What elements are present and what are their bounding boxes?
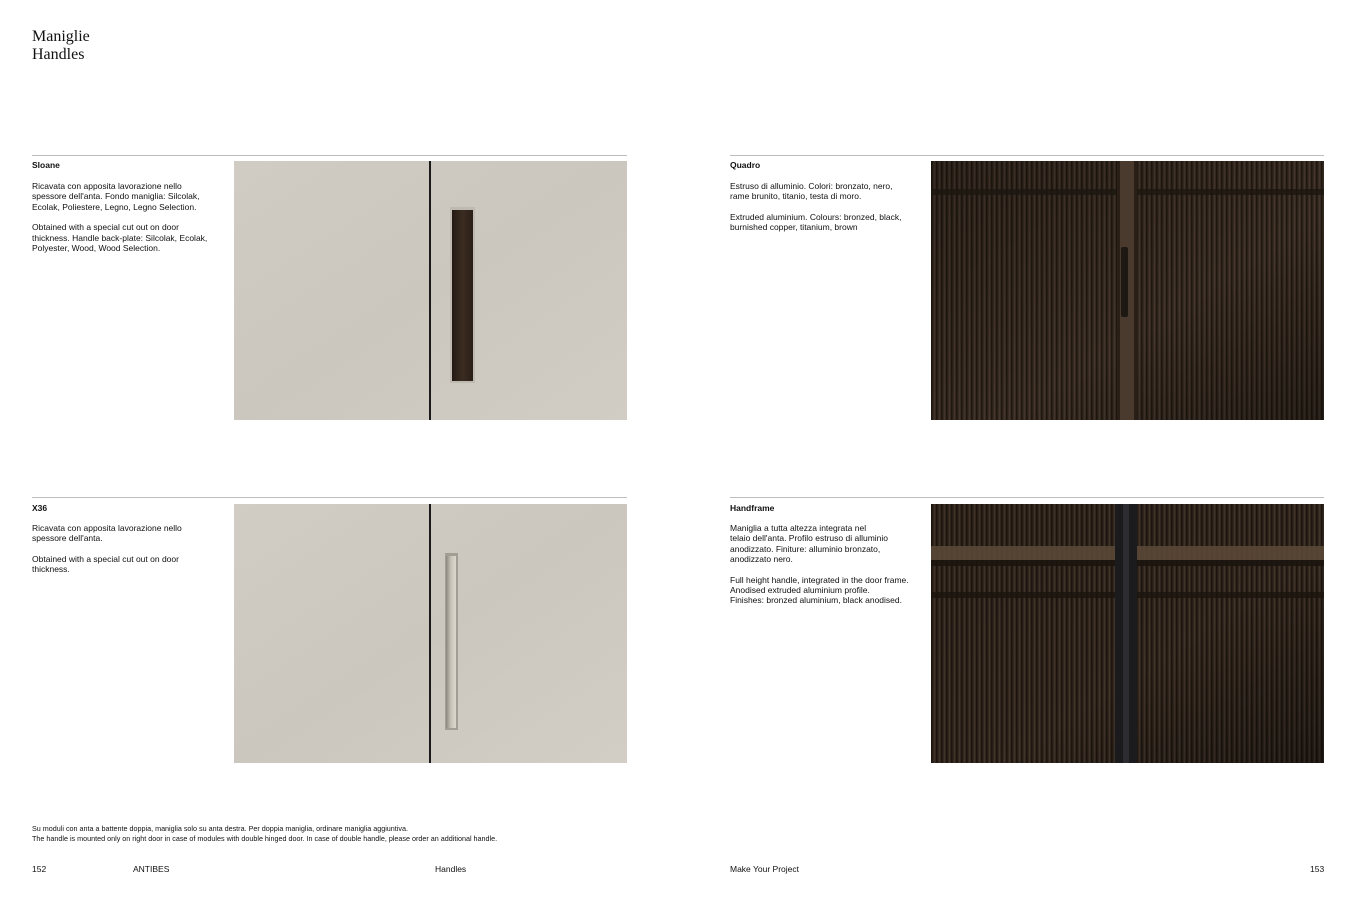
sloane-description bbox=[32, 181, 222, 263]
right-section-label: Make Your Project bbox=[730, 864, 799, 874]
x36-handle-photo bbox=[234, 504, 627, 763]
brand-name: ANTIBES bbox=[133, 864, 170, 874]
quadro-handle-photo bbox=[931, 161, 1324, 420]
sloane-handle-photo bbox=[234, 161, 627, 420]
quadro-heading: Quadro bbox=[730, 160, 761, 170]
left-page-number: 152 bbox=[32, 864, 47, 874]
divider-sloane bbox=[32, 155, 627, 156]
sloane-heading: Sloane bbox=[32, 160, 60, 170]
x36-description bbox=[32, 523, 222, 585]
quadro-description-english: Extruded aluminium. Colours: bronzed, black, burnished copper, titanium, brown bbox=[730, 211, 902, 233]
handframe-description bbox=[730, 523, 930, 616]
x36-description-english: Obtained with a special cut out on door thickness. bbox=[32, 553, 179, 575]
divider-handframe bbox=[730, 497, 1324, 498]
quadro-description-italian: Estruso di alluminio. Colori: bronzato, nero, rame brunito, titanio, testa di moro. bbox=[730, 181, 893, 202]
x36-heading: X36 bbox=[32, 503, 48, 513]
footnote-italian: Su moduli con anta a battente doppia, maniglia solo su anta destra. Per doppia maniglia, ordinare maniglia aggiuntiva. bbox=[32, 824, 408, 833]
page-title-italian: Maniglie bbox=[32, 28, 90, 45]
quadro-description bbox=[730, 181, 920, 243]
divider-quadro bbox=[730, 155, 1324, 156]
left-section-label: Handles bbox=[435, 864, 467, 874]
handframe-heading: Handframe bbox=[730, 503, 775, 513]
footnote bbox=[32, 824, 497, 844]
sloane-description-italian: Ricavata con apposita lavorazione nello spessore dell'anta. Fondo maniglia: Silcolak, Ecolak, Poliestere, Legno, Legno Selection. bbox=[32, 181, 200, 212]
sloane-description-english: Obtained with a special cut out on door thickness. Handle back-plate: Silcolak, Ecolak, Polyester, Wood, Wood Selection. bbox=[32, 222, 208, 254]
page-title-english: Handles bbox=[32, 46, 85, 63]
handframe-handle-photo bbox=[931, 504, 1324, 763]
handframe-description-english: Full height handle, integrated in the door frame. Anodised extruded aluminium profile. Finishes: bronzed aluminium, black anodised. bbox=[730, 574, 909, 606]
footnote-english: The handle is mounted only on right door in case of modules with double hinged door. In case of double handle, please order an additional handle. bbox=[32, 834, 498, 843]
handframe-description-italian: Maniglia a tutta altezza integrata nel telaio dell'anta. Profilo estruso di alluminio anodizzato. Finiture: alluminio bronzato, anodizzato nero. bbox=[730, 523, 889, 565]
right-page-number: 153 bbox=[1310, 864, 1325, 874]
x36-description-italian: Ricavata con apposita lavorazione nello spessore dell'anta. bbox=[32, 523, 182, 544]
divider-x36 bbox=[32, 497, 627, 498]
page-title bbox=[32, 28, 90, 64]
